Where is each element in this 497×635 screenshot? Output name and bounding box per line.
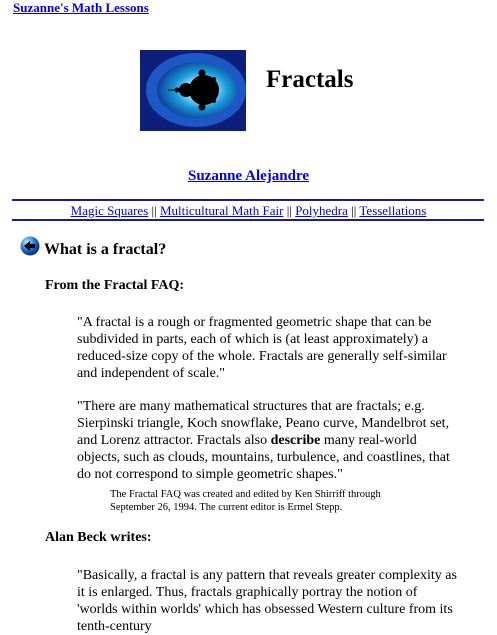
lesson-nav [0, 203, 497, 219]
author-link-wrap [0, 168, 497, 185]
nav-link-multicultural-math-fair[interactable]: Multicultural Math Fair [159, 203, 284, 218]
page-title: Fractals [266, 66, 354, 93]
faq-quote-2-start: "There are many mathematical structures that are fractals; e.g. Sierpinski triangle, Koch snowflake, Peano curve, Mandelbrot set, and Lorenz attractor. Fractals also [77, 399, 450, 448]
author-link[interactable]: Suzanne Alejandre [188, 168, 309, 184]
site-home-link-wrap [13, 0, 149, 16]
faq-quote-1: "A fractal is a rough or fragmented geometric shape that can be subdivided in parts, each of which is (at least approximately) a reduced-size copy of the whole. Fractals are generally self-similar and independent of scale." [77, 315, 447, 381]
nav-link-magic-squares[interactable]: Magic Squares [70, 203, 149, 218]
nav-link-tessellations[interactable]: Tessellations [359, 203, 427, 218]
beck-quote: "Basically, a fractal is any pattern that reveals greater complexity as it is enlarged. Thus, fractals graphically portray the notion of 'worlds within worlds' which has obsessed Western culture from its tenth-century [77, 568, 457, 634]
nav-separator: || [351, 203, 357, 218]
site-home-link[interactable]: Suzanne's Math Lessons [13, 0, 149, 15]
nav-separator: || [151, 203, 157, 218]
mandelbrot-fractal-icon [140, 50, 246, 131]
beck-heading: Alan Beck writes: [45, 530, 152, 545]
faq-quote-2 [77, 398, 459, 483]
faq-credit: The Fractal FAQ was created and edited by Ken Shirriff through September 26, 1994. The current editor is Ermel Stepp. [110, 489, 381, 513]
nav-link-polyhedra[interactable]: Polyhedra [295, 203, 348, 218]
faq-quote-2-end: many real-world objects, such as clouds, mountains, turbulence, and coastlines, that do not correspond to simple geometric shapes." [77, 433, 450, 482]
nav-separator: || [286, 203, 292, 218]
section-heading: What is a fractal? [44, 241, 167, 258]
faq-quote-2-bold: describe [270, 433, 321, 448]
divider-top [12, 199, 484, 201]
arrow-bullet-icon [20, 236, 40, 256]
divider-bottom [12, 219, 484, 221]
faq-heading: From the Fractal FAQ: [45, 278, 185, 293]
